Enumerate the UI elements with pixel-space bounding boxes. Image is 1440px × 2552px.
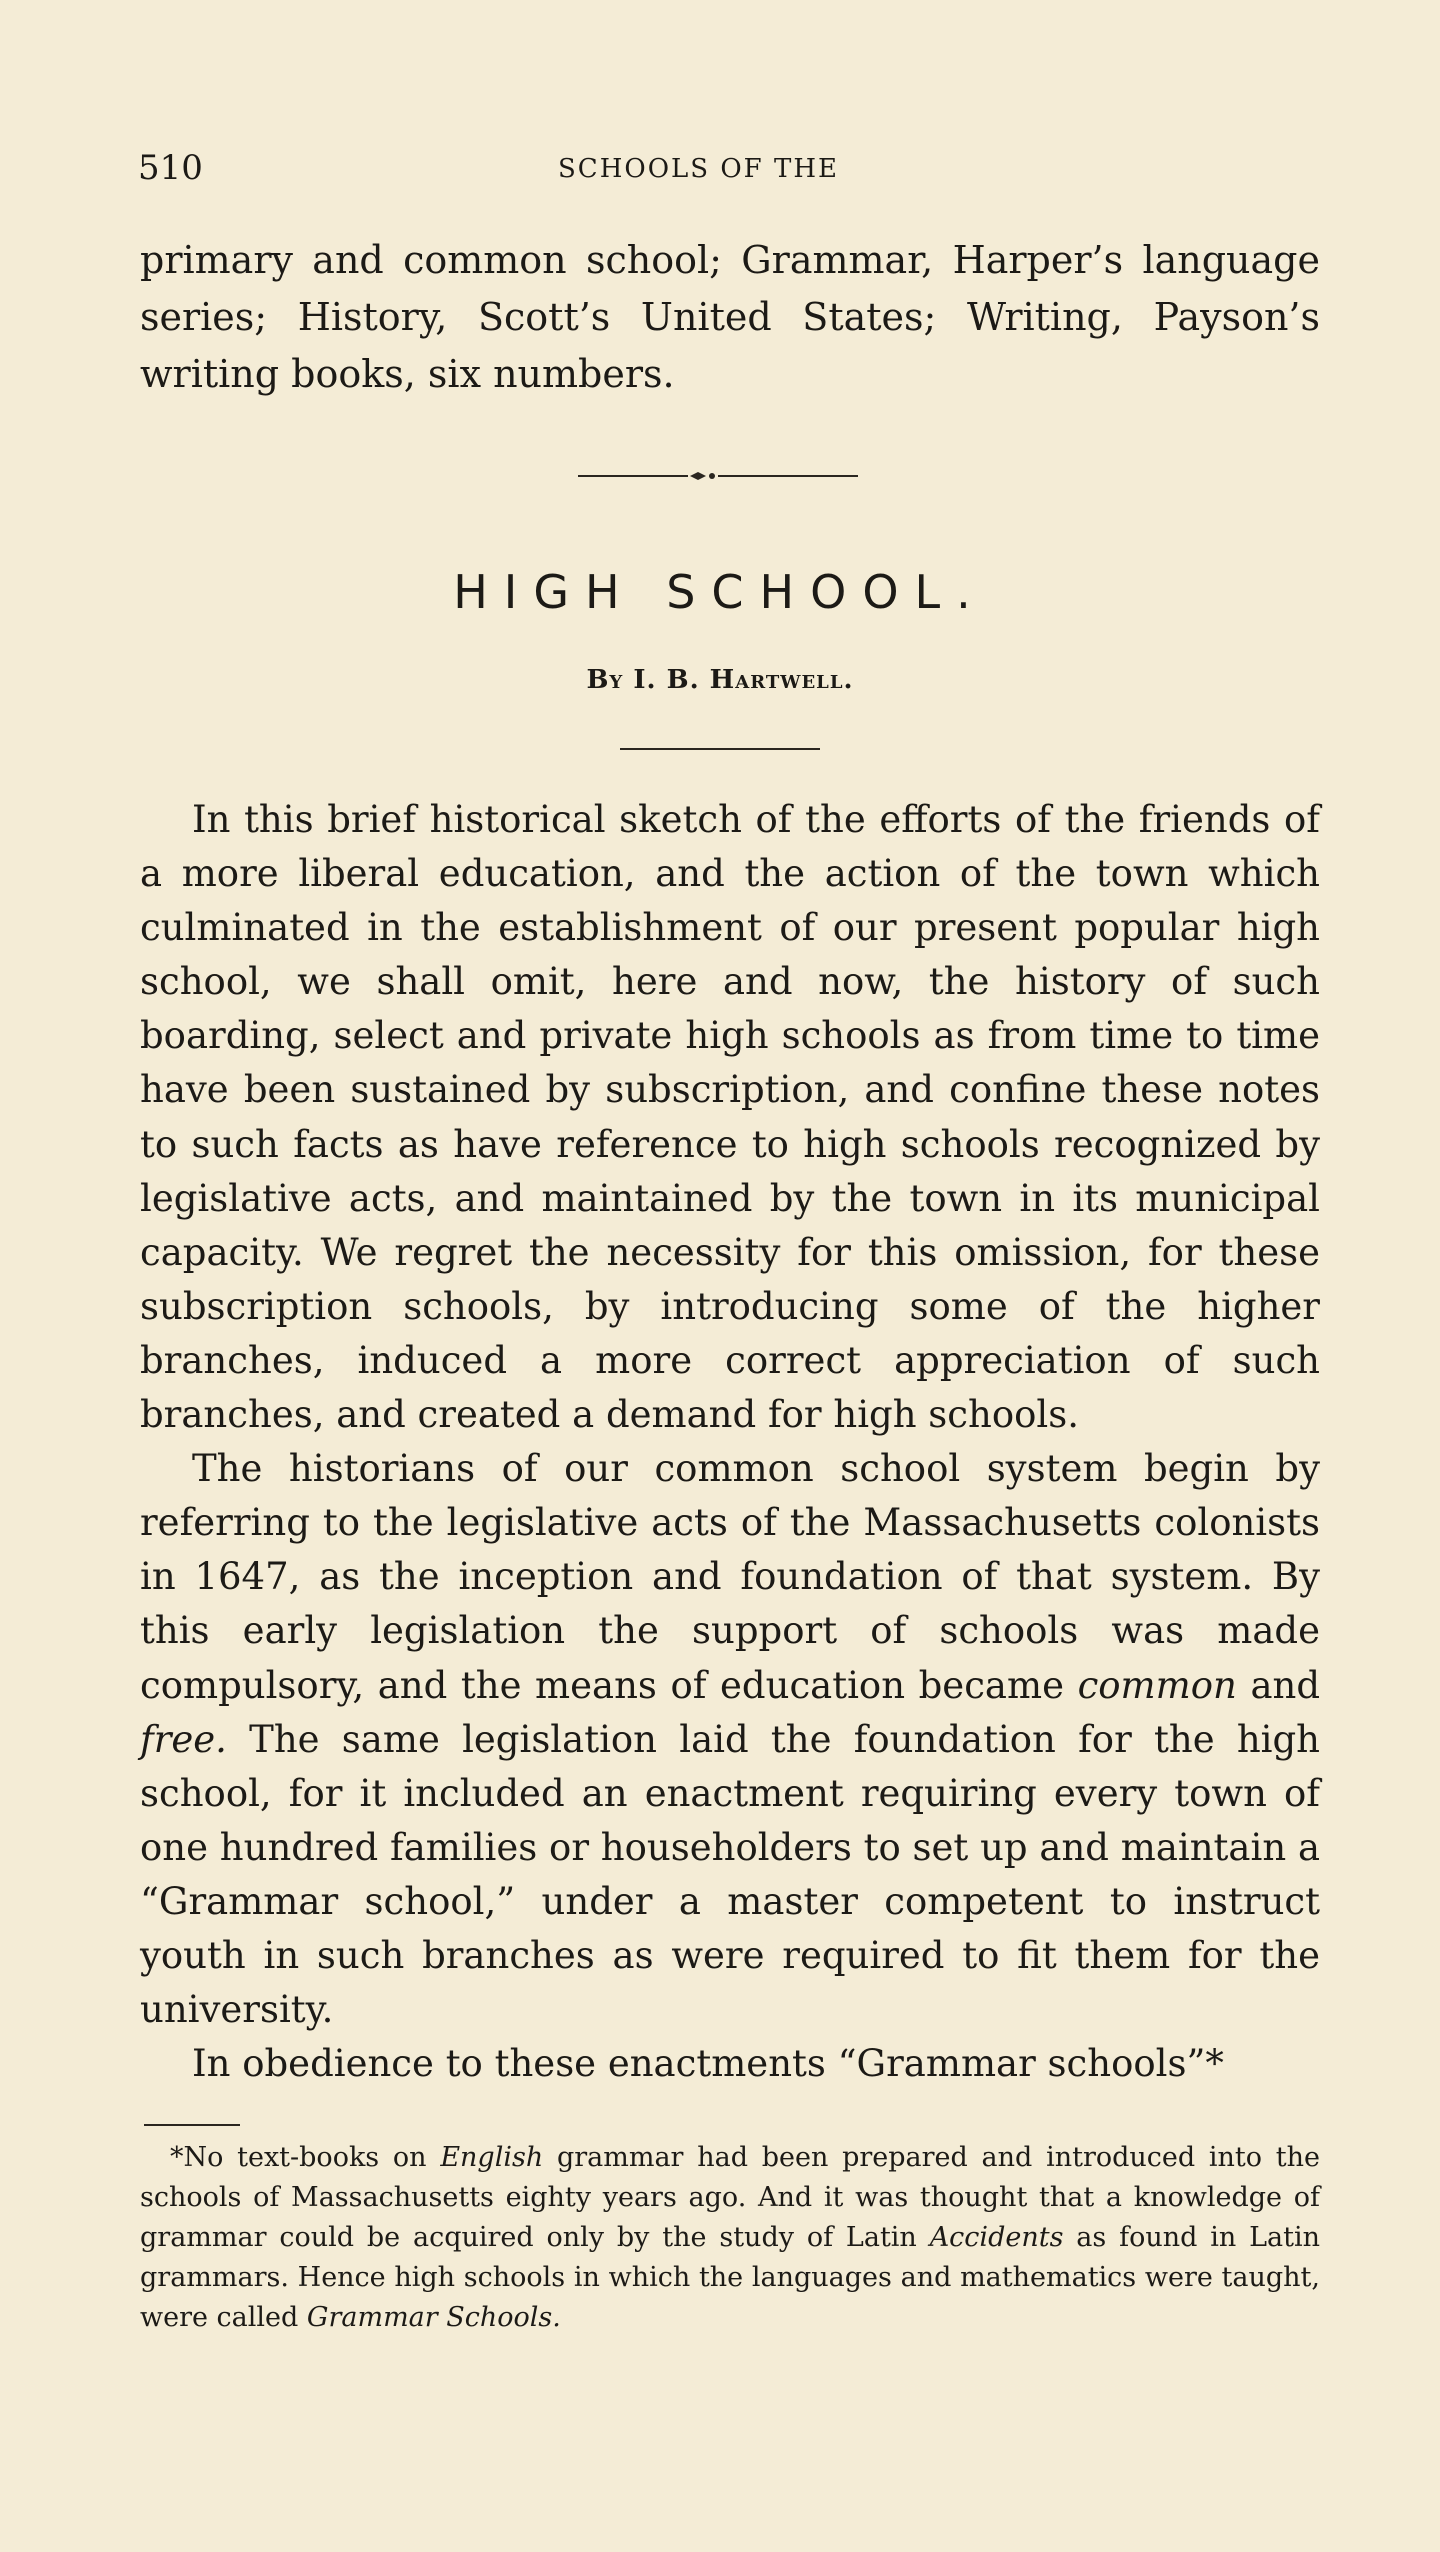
footnote bbox=[140, 2138, 1320, 2338]
page-header bbox=[138, 148, 1318, 198]
italic-word: English bbox=[440, 2142, 544, 2173]
footnote-marker: * bbox=[170, 2142, 184, 2173]
paragraph-text: The same legislation laid the foundation for the high school, for it included an enactment requiring every town of one hundred families or householders to set up and maintain a “Grammar school,” under a master competent to instruct youth in such branches as were required to fit them for the university. bbox=[140, 1717, 1320, 2032]
running-head: SCHOOLS OF THE bbox=[558, 154, 839, 184]
italic-word: common bbox=[1077, 1663, 1237, 1707]
author-byline: By I. B. Hartwell. bbox=[586, 665, 854, 695]
section-title: HIGH SCHOOL. bbox=[453, 565, 987, 619]
paragraph-text: and bbox=[1250, 1663, 1321, 1707]
ornament-divider bbox=[578, 468, 858, 484]
paragraph-text: The historians of our common school system begin by referring to the legislative acts of the Massachusetts colonists in 1647, as the inception and foundation of that system. By this early legislation the support of schools was made compulsory, and the means of education became bbox=[140, 1447, 1320, 1707]
paragraph: In obedience to these enactments “Grammar schools”* bbox=[192, 2042, 1224, 2086]
paragraph: In this brief historical sketch of the efforts of the friends of a more liberal education, and the action of the town which culminated in the establishment of our present popular high school, we shall omit, here and now, the history of such boarding, select and private high schools as from time to time have been sustained by subscription, and confine these notes to such facts as have reference to high schools recognized by legislative acts, and maintained by the town in its municipal capacity. We regret the necessity for this omission, for these subscription schools, by introducing some of the higher branches, induced a more correct appreciation of such branches, and created a demand for high schools. bbox=[140, 798, 1320, 1437]
italic-word: Grammar Schools. bbox=[306, 2302, 561, 2333]
italic-word: free. bbox=[140, 1717, 227, 1761]
continued-text: primary and common school; Grammar, Harper’s language series; History, Scott’s United States; Writing, Payson’s writing books, six numbers. bbox=[140, 238, 1320, 396]
footnote-text: grammar had been prepared and introduced into the schools of Massachusetts eighty years ago. And it was thought that a knowledge of grammar could be acquired only by the study of Latin bbox=[140, 2142, 1320, 2253]
footnote-text: No text-books on bbox=[183, 2142, 427, 2173]
title-rule bbox=[620, 748, 820, 750]
footnote-rule bbox=[144, 2124, 240, 2126]
article-body bbox=[140, 793, 1320, 2091]
paragraph bbox=[140, 1442, 1320, 2037]
footnote-text: as found in Latin grammars. Hence high schools in which the languages and mathematics were taught, were called bbox=[140, 2222, 1321, 2333]
page-number: 510 bbox=[138, 148, 203, 188]
italic-word: Accidents bbox=[929, 2222, 1064, 2253]
